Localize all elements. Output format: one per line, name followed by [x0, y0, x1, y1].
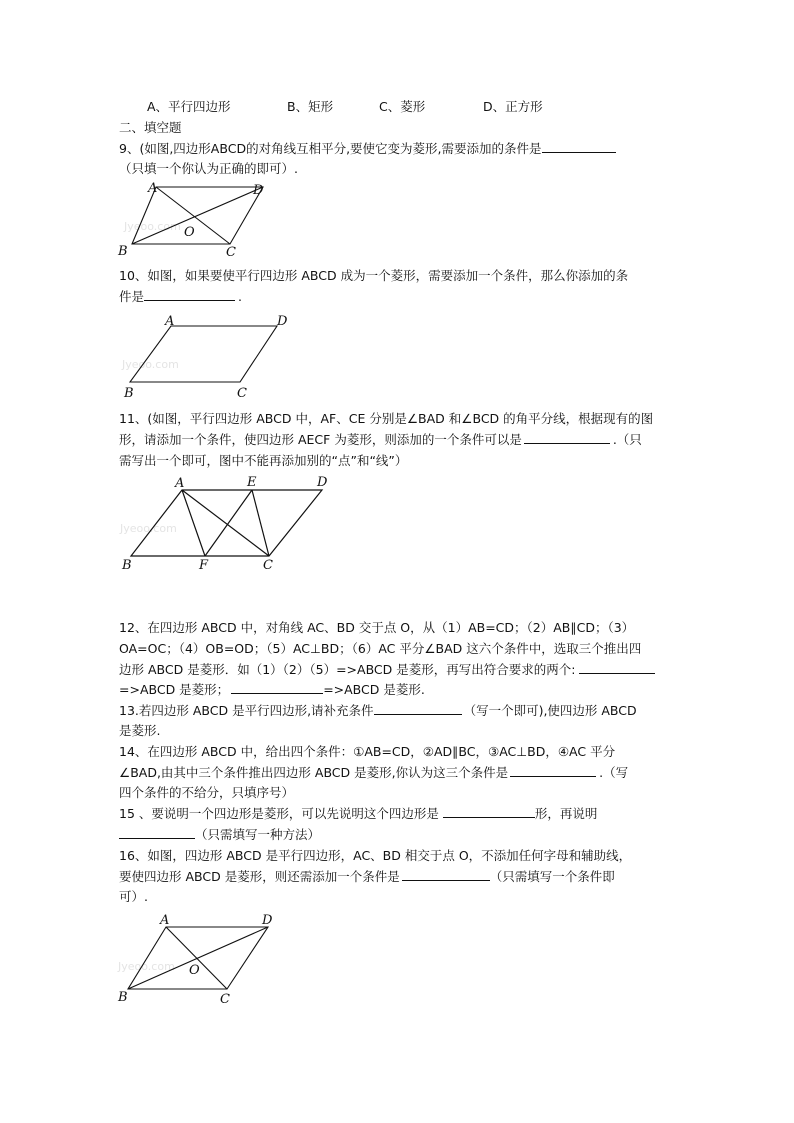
q16-line2: 要使四边形 ABCD 是菱形，则还需添加一个条件是 （只需填写一个条件即 — [119, 869, 615, 884]
label-b: B — [118, 244, 128, 259]
label-a: A — [148, 181, 158, 196]
q13-line1: 13.若四边形 ABCD 是平行四边形,请补充条件 （写一个即可),使四边形 ABCD — [119, 703, 637, 718]
q16-line1: 16、如图，四边形 ABCD 是平行四边形，AC、BD 相交于点 O，不添加任何字母和辅助线， — [119, 848, 632, 863]
parallelogram — [130, 326, 277, 382]
q12-line4: =>ABCD 是菱形； =>ABCD 是菱形. — [119, 682, 425, 697]
q11-figure — [110, 470, 340, 576]
label-e: E — [247, 475, 257, 490]
q12-answer-blank-1[interactable] — [579, 660, 655, 674]
watermark: Jyeoo.com — [122, 358, 179, 371]
label-f: F — [199, 558, 209, 573]
label-b: B — [124, 386, 134, 401]
label-a: A — [160, 913, 170, 928]
q10-line2: 件是 . — [119, 289, 242, 304]
segment-ce — [252, 490, 269, 556]
section-title: 二、填空题 — [119, 120, 182, 135]
q12-answer-blank-2[interactable] — [231, 680, 323, 694]
label-c: C — [226, 245, 236, 260]
label-a: A — [175, 476, 185, 491]
label-a: A — [165, 314, 175, 329]
q12-line2: OA=OC；（4）OB=OD；（5）AC⊥BD；（6）AC 平分∠BAD 这六个条件中，选取三个推出四 — [119, 641, 642, 656]
q13-answer-blank[interactable] — [374, 701, 462, 715]
q15-answer-blank-2[interactable] — [119, 825, 195, 839]
option-d: D、正方形 — [483, 99, 543, 114]
q16-answer-blank[interactable] — [402, 867, 490, 881]
q10-line1: 10、如图，如果要使平行四边形 ABCD 成为一个菱形，需要添加一个条件，那么你添加的条 — [119, 268, 629, 283]
q9-line1: 9、(如图,四边形ABCD的对角线互相平分,要使它变为菱形,需要添加的条件是 — [119, 139, 616, 159]
label-c: C — [220, 992, 230, 1007]
q12-line1: 12、在四边形 ABCD 中，对角线 AC、BD 交于点 O，从（1）AB=CD；（2）AB∥CD；（3） — [119, 620, 635, 635]
q11-line1: 11、(如图，平行四边形 ABCD 中，AF、CE 分别是∠BAD 和∠BCD 的角平分线，根据现有的图 — [119, 411, 654, 426]
label-d: D — [253, 183, 264, 198]
label-b: B — [118, 990, 128, 1005]
q15-line1: 15 、要说明一个四边形是菱形，可以先说明这个四边形是 形，再说明 — [119, 806, 598, 821]
q11-answer-blank[interactable] — [524, 430, 610, 444]
q14-answer-blank[interactable] — [510, 763, 596, 777]
label-d: D — [262, 913, 273, 928]
label-o: O — [184, 225, 195, 240]
q14-line3: 四个条件的不给分，只填序号） — [119, 785, 295, 800]
label-o: O — [189, 963, 200, 978]
segment-af — [182, 490, 205, 556]
label-c: C — [237, 386, 247, 401]
q11-line3: 需写出一个即可，图中不能再添加别的“点”和“线”） — [119, 453, 408, 468]
option-a: A、平行四边形 — [147, 99, 231, 114]
label-c: C — [263, 558, 273, 573]
q9-line2: （只填一个你认为正确的即可）. — [119, 161, 298, 176]
segment-fe — [205, 490, 252, 556]
label-d: D — [317, 475, 328, 490]
q9-answer-blank[interactable] — [542, 139, 616, 153]
watermark: Jyeoo.com — [118, 960, 175, 973]
label-b: B — [122, 558, 132, 573]
q9-figure — [110, 178, 280, 260]
q10-answer-blank[interactable] — [144, 287, 235, 301]
q12-line3: 边形 ABCD 是菱形．如（1）（2）（5）=>ABCD 是菱形，再写出符合要求的两个: — [119, 660, 655, 680]
q14-line1: 14、在四边形 ABCD 中，给出四个条件：①AB=CD，②AD∥BC，③AC⊥BD，④AC 平分 — [119, 744, 616, 759]
watermark: Jyeoo.com — [124, 220, 181, 233]
q11-line2: 形，请添加一个条件，使四边形 AECF 为菱形，则添加的一个条件可以是 .（只 — [119, 432, 642, 447]
option-b: B、矩形 — [287, 99, 334, 114]
q15-line2: （只需填写一种方法） — [119, 825, 320, 845]
option-c: C、菱形 — [379, 99, 426, 114]
q14-line2: ∠BAD,由其中三个条件推出四边形 ABCD 是菱形,你认为这三个条件是 .（写 — [119, 765, 629, 780]
q16-line3: 可）. — [119, 889, 148, 904]
q16-figure — [110, 908, 290, 1008]
watermark: Jyeoo.com — [120, 522, 177, 535]
diagonal-ac — [182, 490, 269, 556]
diagonal-ac — [166, 927, 227, 989]
label-d: D — [277, 314, 288, 329]
q15-answer-blank-1[interactable] — [443, 804, 535, 818]
q13-line2: 是菱形. — [119, 723, 161, 738]
q10-figure — [110, 310, 300, 402]
choice-options — [0, 97, 794, 117]
